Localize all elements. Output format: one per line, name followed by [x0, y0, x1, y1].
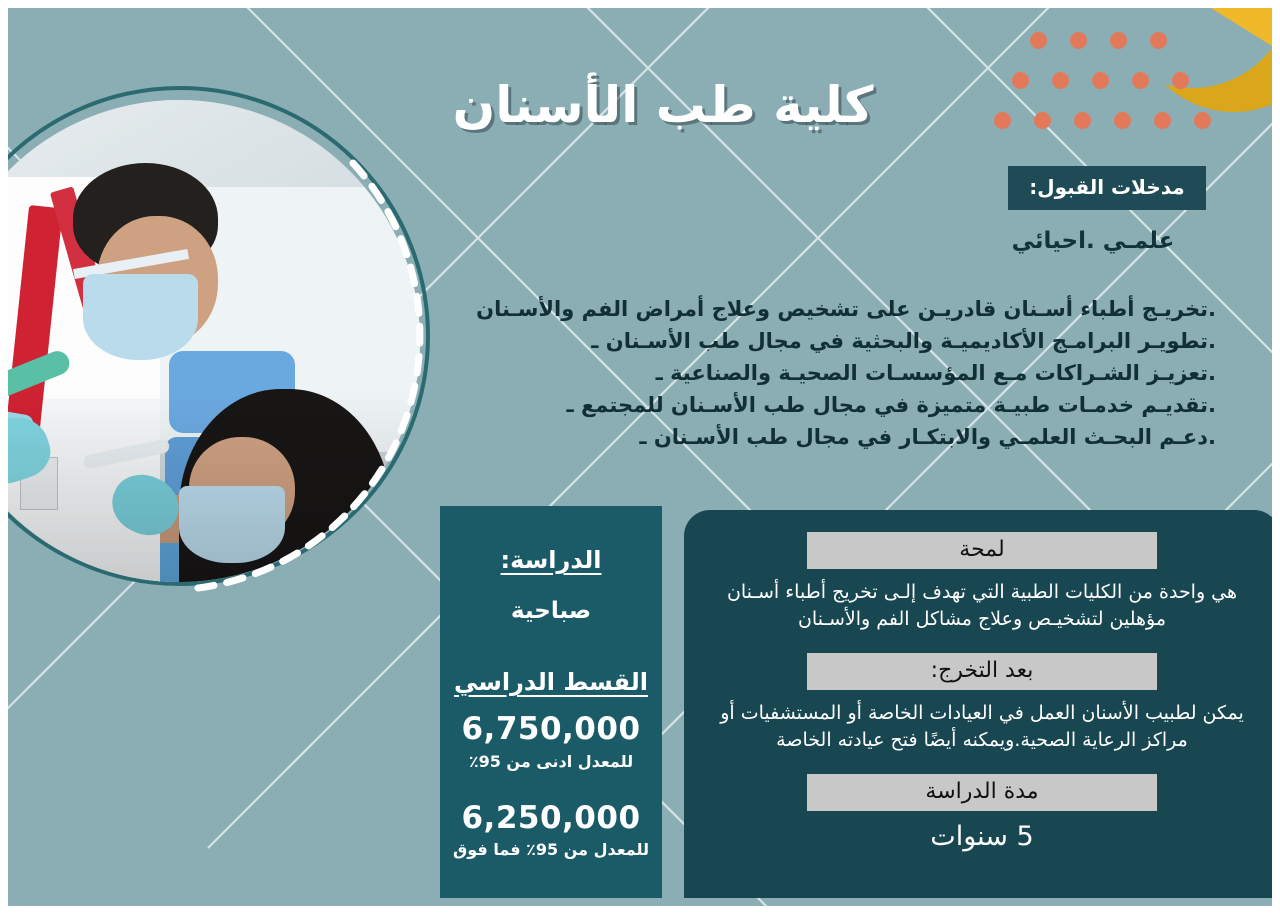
goal-item: .تقديـم خدمـات طبيـة متميزة في مجال طب الأسـنان للمجتمع ـ [566, 392, 1216, 417]
admission-label-chip: مدخلات القبول: [1008, 166, 1206, 210]
overview-body: هي واحدة من الكليات الطبية التي تهدف إلـى تخريج أطباء أسـنان مؤهلين لتشخيـص وعلاج مشاكل الفم والأسـنان [726, 581, 1238, 630]
tuition-tier-two-amount: 6,250,000 [461, 799, 641, 836]
page-title: كلية طب الأسنان [452, 76, 874, 134]
goal-item: .تخريـج أطباء أسـنان قادريـن على تشخيص وعلاج أمراض الفم والأسـنان [476, 297, 1216, 321]
duration-header: مدة الدراسة [807, 774, 1157, 811]
after-grad-body: يمكن لطبيب الأسنان العمل في العيادات الخاصة أو المستشفيات أو مراكز الرعاية الصحية.ويمكنه أيضًا فتح عيادته الخاصة [720, 701, 1244, 751]
tuition-tier-one-note: للمعدل ادنى من 95٪ [468, 751, 634, 771]
tuition-label: القسط الدراسي [453, 668, 648, 696]
tuition-tier-one-amount: 6,750,000 [461, 711, 641, 747]
after-grad-header: بعد التخرج: [807, 653, 1157, 690]
poster-canvas [8, 8, 1272, 906]
goal-item: .دعـم البحـث العلمـي والابتكـار في مجال طب الأسـنان ـ [639, 424, 1216, 449]
clinic-photo [8, 100, 420, 582]
coral-dot-grid [1008, 28, 1254, 138]
duration-value: 5 سنوات [930, 820, 1034, 852]
fees-panel [440, 506, 662, 898]
goals-list [376, 294, 1216, 454]
admission-value: علمـي .احيائي [1011, 228, 1175, 254]
study-mode-value: صباحية [510, 598, 592, 624]
goal-item: .تطويـر البرامـج الأكاديميـة والبحثية في مجال طب الأسـنان ـ [591, 328, 1216, 353]
overview-header: لمحة [807, 532, 1157, 569]
goal-item: .تعزيـز الشـراكات مـع المؤسسـات الصحيـة والصناعية ـ [655, 360, 1216, 385]
study-mode-label: الدراسة: [500, 546, 602, 574]
info-panel [684, 510, 1272, 898]
tuition-tier-two-note: للمعدل من 95٪ فما فوق [452, 840, 650, 860]
